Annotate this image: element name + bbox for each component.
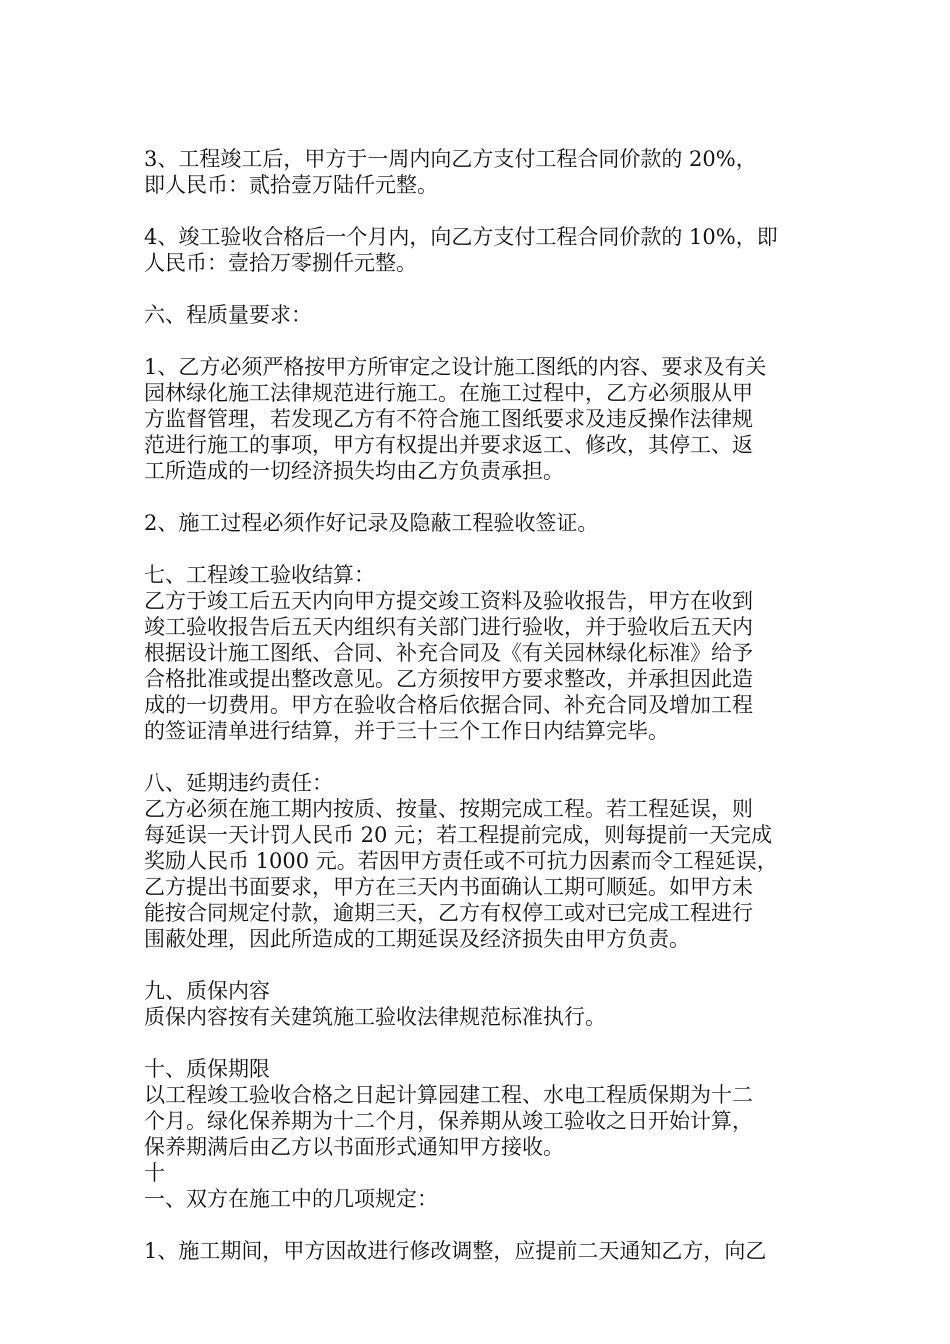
text-line: 每延误一天计罚人民币 20 元；若工程提前完成，则每提前一天完成 xyxy=(144,823,773,847)
section-6-heading xyxy=(144,302,814,328)
text-line: 1、施工期间，甲方因故进行修改调整，应提前二天通知乙方，向乙 xyxy=(144,1239,767,1263)
text-line: 乙方必须在施工期内按质、按量、按期完成工程。若工程延误，则 xyxy=(144,797,753,821)
section-heading: 九、质保内容 xyxy=(144,979,270,1003)
section-7-acceptance-settlement xyxy=(144,562,814,744)
text-line: 根据设计施工图纸、合同、补充合同及《有关园林绿化标准》给予 xyxy=(144,641,753,665)
text-line: 园林绿化施工法律规范进行施工。在施工过程中，乙方必须服从甲 xyxy=(144,381,753,405)
text-line: 范进行施工的事项，甲方有权提出并要求返工、修改，其停工、返 xyxy=(144,433,753,457)
clause-3-payment-20-percent xyxy=(144,146,814,198)
section-8-delay-liability xyxy=(144,770,814,952)
document-body xyxy=(144,146,814,1264)
section-11-item-1 xyxy=(144,1238,814,1264)
text-line: 合格批准或提出整改意见。乙方须按甲方要求整改，并承担因此造 xyxy=(144,667,753,691)
text-line: 工所造成的一切经济损失均由乙方负责承担。 xyxy=(144,459,564,483)
section-6-item-2 xyxy=(144,510,814,536)
text-line: 即人民币：贰拾壹万陆仟元整。 xyxy=(144,173,438,197)
section-heading: 一、双方在施工中的几项规定： xyxy=(144,1187,438,1211)
text-line: 奖励人民币 1000 元。若因甲方责任或不可抗力因素而令工程延误， xyxy=(144,849,778,873)
text-line: 以工程竣工验收合格之日起计算园建工程、水电工程质保期为十二 xyxy=(144,1083,753,1107)
section-heading: 七、工程竣工验收结算： xyxy=(144,563,375,587)
text-line: 的签证清单进行结算，并于三十三个工作日内结算完毕。 xyxy=(144,719,669,743)
text-line: 个月。绿化保养期为十二个月，保养期从竣工验收之日开始计算， xyxy=(144,1109,753,1133)
text-line: 能按合同规定付款，逾期三天，乙方有权停工或对已完成工程进行 xyxy=(144,901,753,925)
text-line: 2、施工过程必须作好记录及隐蔽工程验收签证。 xyxy=(144,511,599,535)
text-line: 1、乙方必须严格按甲方所审定之设计施工图纸的内容、要求及有关 xyxy=(144,355,767,379)
text-line: 围蔽处理，因此所造成的工期延误及经济损失由甲方负责。 xyxy=(144,927,690,951)
text-line: 乙方提出书面要求，甲方在三天内书面确认工期可顺延。如甲方未 xyxy=(144,875,753,899)
text-line: 保养期满后由乙方以书面形式通知甲方接收。 xyxy=(144,1135,564,1159)
section-10-warranty-period xyxy=(144,1056,814,1212)
text-line: 质保内容按有关建筑施工验收法律规范标准执行。 xyxy=(144,1005,606,1029)
text-line: 4、竣工验收合格后一个月内，向乙方支付工程合同价款的 10%，即 xyxy=(144,225,778,249)
text-line: 成的一切费用。甲方在验收合格后依据合同、补充合同及增加工程 xyxy=(144,693,753,717)
text-line: 竣工验收报告后五天内组织有关部门进行验收，并于验收后五天内 xyxy=(144,615,753,639)
section-9-warranty-content xyxy=(144,978,814,1030)
section-heading: 八、延期违约责任： xyxy=(144,771,333,795)
text-line: 人民币：壹拾万零捌仟元整。 xyxy=(144,251,417,275)
text-line: 3、工程竣工后，甲方于一周内向乙方支付工程合同价款的 20%， xyxy=(144,147,757,171)
section-heading: 十、质保期限 xyxy=(144,1057,270,1081)
text-line: 乙方于竣工后五天内向甲方提交竣工资料及验收报告，甲方在收到 xyxy=(144,589,753,613)
section-heading: 十 xyxy=(144,1161,165,1185)
section-6-item-1 xyxy=(144,354,814,484)
clause-4-payment-10-percent xyxy=(144,224,814,276)
text-line: 方监督管理，若发现乙方有不符合施工图纸要求及违反操作法律规 xyxy=(144,407,753,431)
section-heading: 六、程质量要求： xyxy=(144,303,312,327)
